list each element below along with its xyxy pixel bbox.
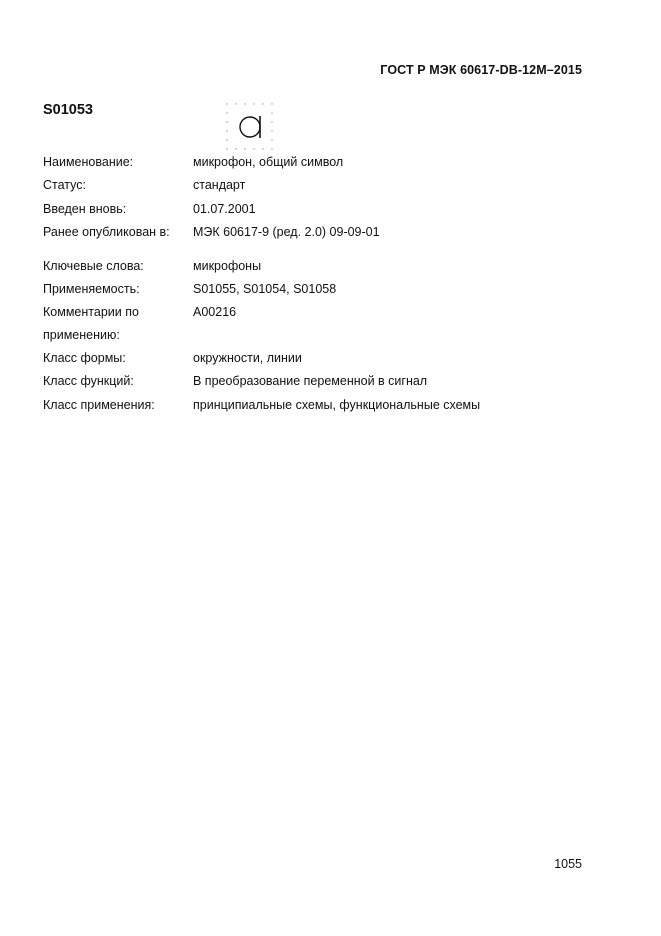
field-label: Комментарии по <box>43 305 139 319</box>
field-label: Статус: <box>43 178 86 192</box>
microphone-symbol-icon <box>224 101 276 153</box>
field-value: A00216 <box>193 305 237 319</box>
field-function-class <box>0 374 661 394</box>
field-applicability <box>0 282 661 302</box>
field-value: микрофоны <box>193 259 262 273</box>
field-label: Наименование: <box>43 155 134 169</box>
field-comments <box>0 305 661 325</box>
field-value: микрофон, общий символ <box>193 155 344 169</box>
microphone-circle <box>240 117 260 137</box>
field-label: Введен вновь: <box>43 202 127 216</box>
field-label: Класс применения: <box>43 398 155 412</box>
field-value: S01055, S01054, S01058 <box>193 282 337 296</box>
field-introduced <box>0 202 661 222</box>
field-label: Класс формы: <box>43 351 126 365</box>
field-value: B преобразование переменной в сигнал <box>193 374 428 388</box>
field-keywords <box>0 259 661 279</box>
symbol-id: S01053 <box>43 102 93 118</box>
field-name <box>0 155 661 175</box>
field-value: МЭК 60617-9 (ред. 2.0) 09-09-01 <box>193 225 380 239</box>
field-label: Ранее опубликован в: <box>43 225 170 239</box>
field-value: принципиальные схемы, функциональные схемы <box>193 398 481 412</box>
standard-header: ГОСТ Р МЭК 60617-DB-12M–2015 <box>380 63 582 77</box>
field-value: стандарт <box>193 178 246 192</box>
field-value: окружности, линии <box>193 351 302 365</box>
page-number: 1055 <box>554 857 582 871</box>
field-shape-class <box>0 351 661 371</box>
field-value: 01.07.2001 <box>193 202 256 216</box>
field-application-class <box>0 398 661 418</box>
field-label: Ключевые слова: <box>43 259 144 273</box>
field-comments-continued <box>0 328 661 348</box>
symbol-grid-dots <box>226 103 272 149</box>
field-status <box>0 178 661 198</box>
field-published <box>0 225 661 245</box>
field-label: применению: <box>43 328 120 342</box>
field-label: Класс функций: <box>43 374 134 388</box>
field-label: Применяемость: <box>43 282 140 296</box>
